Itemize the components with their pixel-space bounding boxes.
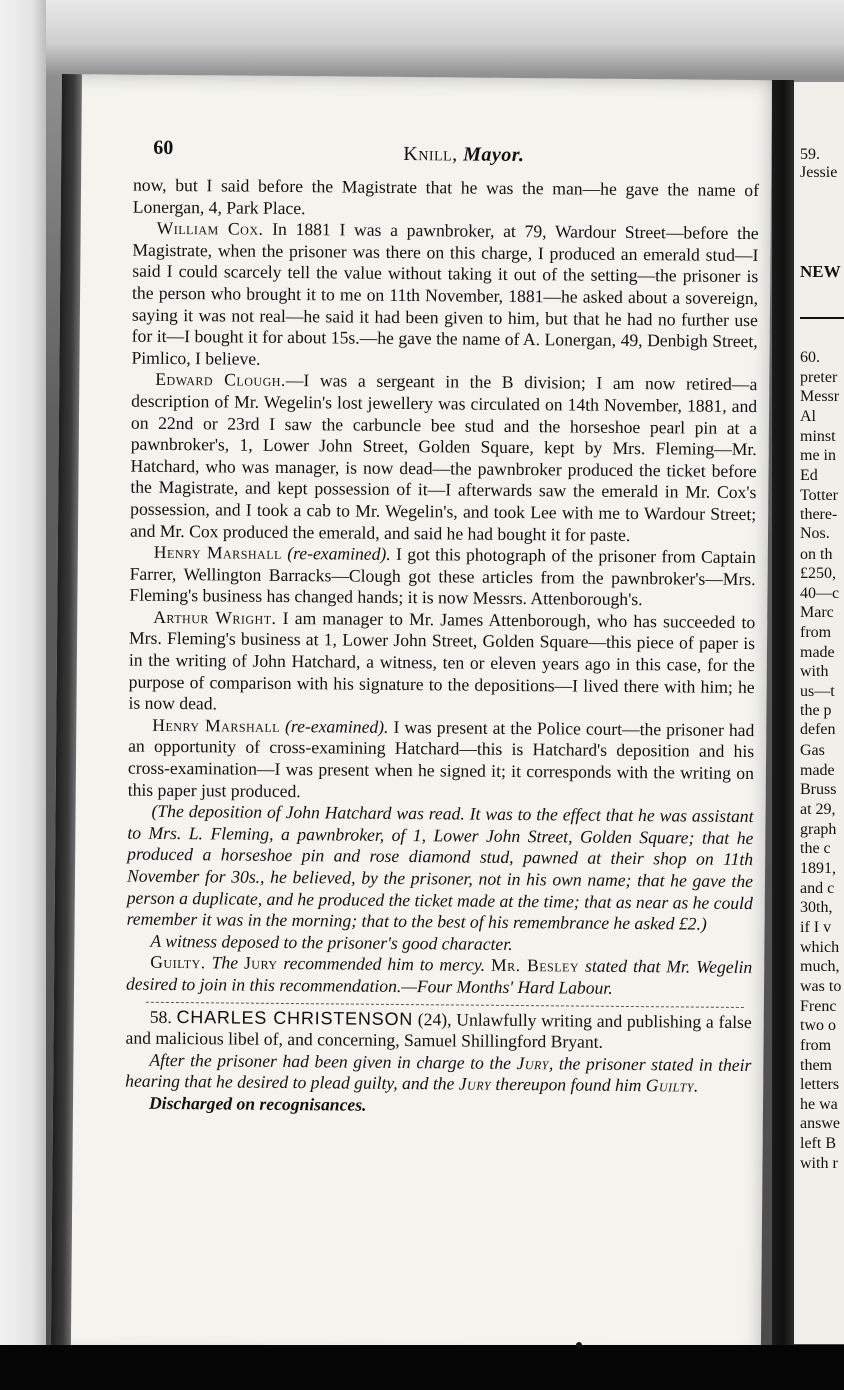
- paragraph-edward-clough: [130, 369, 757, 547]
- page-body: [125, 175, 759, 1120]
- facing-page-line: Totter: [800, 487, 838, 504]
- facing-page-line: if I v: [800, 919, 832, 936]
- running-head: [153, 135, 753, 167]
- facing-page-line: made: [800, 762, 835, 779]
- plea-text: thereupon found him: [495, 1074, 642, 1096]
- facing-page-line: 40—c: [800, 585, 840, 602]
- paragraph-arthur-wright: [128, 606, 755, 719]
- plea-text: , the prisoner stated in their hearing that he desired to plead guilty, and the: [125, 1053, 752, 1094]
- witness-name: Arthur Wright.: [153, 606, 277, 628]
- scan-bottom-band: [0, 1345, 844, 1390]
- facing-page-line: answe: [800, 1115, 840, 1132]
- facing-page-fragment: [794, 82, 844, 1344]
- facing-page-line: much,: [800, 958, 840, 975]
- facing-page-line: there-: [800, 506, 838, 523]
- plea-paragraph: [125, 1049, 751, 1098]
- testimony-text: In 1881 I was a pawnbroker, at 79, Wardour Street—before the Magistrate, when the prisoner was there on this charge, I produced an emerald stud—I said I could scarcely tell the value without taking it out of the setting—the prisoner is the person who brought it to me on 11th November, 1881—he asked about a sovereign, saying it was not real—he said it had been given to him, but that he had no further use for it—I bought it for about 15s.—he gave the name of A. Lonergan, 49, Denbigh Street, Pimlico, I believe.: [131, 219, 759, 369]
- testimony-text: I got this photograph of the prisoner from Captain Farrer, Wellington Barracks—Clough got these articles from the pawnbroker's—Mrs. Fleming's business has changed hands; it is now Messrs. Attenborough's.: [129, 544, 756, 610]
- page-number: 60: [153, 136, 174, 159]
- facing-page-line: and c: [800, 880, 835, 897]
- facing-page-line: two o: [800, 1017, 836, 1034]
- defendant-name: CHARLES CHRISTENSON: [176, 1006, 414, 1029]
- facing-page-line: left B: [800, 1135, 836, 1152]
- facing-page-line: preter: [800, 369, 838, 386]
- facing-page-line: them: [800, 1057, 832, 1074]
- witness-role: (re-examined).: [285, 715, 389, 737]
- facing-page-line: Gas: [800, 742, 825, 759]
- facing-page-line: minst: [800, 428, 836, 445]
- verdict-text: recommended him to mercy.: [283, 953, 486, 976]
- facing-page-line: 60.: [800, 349, 820, 366]
- paragraph-henry-marshall-1: [129, 542, 756, 612]
- facing-page-line: graph: [800, 821, 837, 838]
- witness-name: Edward Clough.: [155, 369, 286, 391]
- facing-page-line: from: [800, 624, 832, 641]
- verdict-text: The: [211, 952, 239, 973]
- paragraph-continued: now, but I said before the Magistrate that he was the man—he gave the name of Lonergan, 4, Park Place.: [132, 174, 760, 218]
- facing-page-line: was to: [800, 978, 842, 995]
- plea-text: After the prisoner had been given in charge to the: [149, 1049, 512, 1073]
- scan-top-margin: [0, 0, 844, 78]
- facing-page-rule: [800, 317, 844, 319]
- testimony-text: I am manager to Mr. James Attenborough, who has succeeded to Mrs. Fleming's business at 1, Lower John Street, Golden Square—this piece of paper is in the writing of John Hatchard, a witness, ten or eleven years ago in this case, for the purpose of comparison with his signature to the depositions—I lived there with him; he is now dead.: [128, 607, 756, 714]
- facing-page-line: Jessie: [800, 164, 838, 181]
- facing-page-line: which: [800, 939, 840, 956]
- facing-page-line: Marc: [800, 604, 834, 621]
- jury-word: Jury: [458, 1073, 492, 1095]
- page-title-italic: Mayor.: [463, 143, 525, 167]
- facing-page-line: the p: [800, 702, 832, 719]
- scan-left-margin: [0, 0, 46, 1390]
- facing-page-line: with: [800, 663, 829, 680]
- page-title: [403, 141, 524, 168]
- testimony-text: I was present at the Police court—the prisoner had an opportunity of cross-examining Hatchard—this is Hatchard's deposition and his cross-examination—I was present when he signed it; it corresponds with the writing on this paper just produced.: [127, 716, 755, 801]
- outcome-line: Discharged on recognisances.: [148, 1092, 367, 1115]
- jury-word: Jury: [243, 952, 278, 974]
- character-witness-line: A witness deposed to the prisoner's good character.: [150, 930, 513, 954]
- sentence-text: stated that Mr. Wegelin desired to join in this recommendation.—Four Months' Hard Labour.: [125, 955, 753, 998]
- facing-page-line: 59.: [800, 146, 820, 163]
- facing-page-line: Al: [800, 408, 816, 425]
- facing-page-line: Ed: [800, 467, 818, 484]
- facing-page-line: £250,: [800, 565, 836, 582]
- paragraph-william-cox: [131, 218, 758, 375]
- facing-page-line: the c: [800, 840, 831, 857]
- witness-role: (re-examined).: [287, 543, 391, 564]
- facing-page-line: Frenc: [800, 998, 837, 1015]
- jury-word: Jury: [516, 1052, 549, 1074]
- facing-page-line: 30th,: [800, 899, 833, 916]
- facing-page-line: at 29,: [800, 801, 836, 818]
- page-title-name: Knill,: [403, 142, 458, 166]
- facing-page-line: 1891,: [800, 860, 836, 877]
- facing-page-line: on th: [800, 546, 833, 563]
- verdict-word: Guilty.: [150, 952, 206, 973]
- verdict-word: Guilty.: [645, 1075, 699, 1096]
- facing-page-line: us—t: [800, 683, 835, 700]
- book-gutter: [772, 80, 794, 1370]
- facing-page-line: from: [800, 1037, 832, 1054]
- paragraph-henry-marshall-2: [128, 714, 755, 806]
- facing-page-line: Bruss: [800, 781, 837, 798]
- counsel-name: Mr. Besley: [490, 955, 580, 976]
- facing-page-line: made: [800, 644, 835, 661]
- witness-name: William Cox.: [156, 218, 264, 239]
- case-heading: [125, 1006, 751, 1055]
- facing-page-line: NEW: [800, 262, 841, 281]
- deposition-paragraph: (The deposition of John Hatchard was read. It was to the effect that he was assistant to Mrs. L. Fleming, a pawnbroker, of 1, Lower John Street, Golden Square; that he produced a horseshoe pin and rose diamond stud, pawned at their shop on 11th November for 30s., he believed, by the prisoner, not in his own name; that he gave the person a duplicate, and he produced the ticket made at the time; that as near as he could remember it was in the morning; that to the best of his remembrance he asked £2.): [126, 801, 754, 934]
- facing-page-line: letters: [800, 1076, 840, 1093]
- ink-dot: [576, 1342, 582, 1348]
- facing-page-line: me in: [800, 447, 836, 464]
- facing-page-line: Messr: [800, 388, 840, 405]
- testimony-text: —I was a sergeant in the B division; I am now retired—a description of Mr. Wegelin's lost jewellery was circulated on 14th November, 1881, and on 22nd or 23rd I saw the carbuncle bee stud and the horseshoe pearl pin at a pawnbroker's, 1, Lower John Street, Golden Square, kept by Mrs. Fleming—Mr. Hatchard, who was manager, is now dead—the pawnbroker produced the ticket before the Magistrate, and kept possession of it—I afterwards saw the emerald in Mr. Cox's possession, and I took a cab to Mr. Wegelin's, and took Lee with me to Wardour Street; and Mr. Cox produced the emerald, and said he had bought it for paste.: [129, 370, 758, 545]
- book-page: [51, 74, 772, 1360]
- witness-name: Henry Marshall: [153, 541, 282, 564]
- case-number: 58.: [149, 1006, 172, 1027]
- facing-page-line: Nos.: [800, 525, 830, 542]
- facing-page-line: with r: [800, 1155, 838, 1172]
- facing-page-line: defen: [800, 721, 836, 738]
- charge-text: (24), Unlawfully writing and publishing a false and malicious libel of, and concerning, Samuel Shillingford Bryant.: [125, 1008, 752, 1052]
- witness-name: Henry Marshall: [152, 714, 281, 736]
- verdict-paragraph: [126, 952, 752, 1001]
- facing-page-line: he wa: [800, 1096, 838, 1113]
